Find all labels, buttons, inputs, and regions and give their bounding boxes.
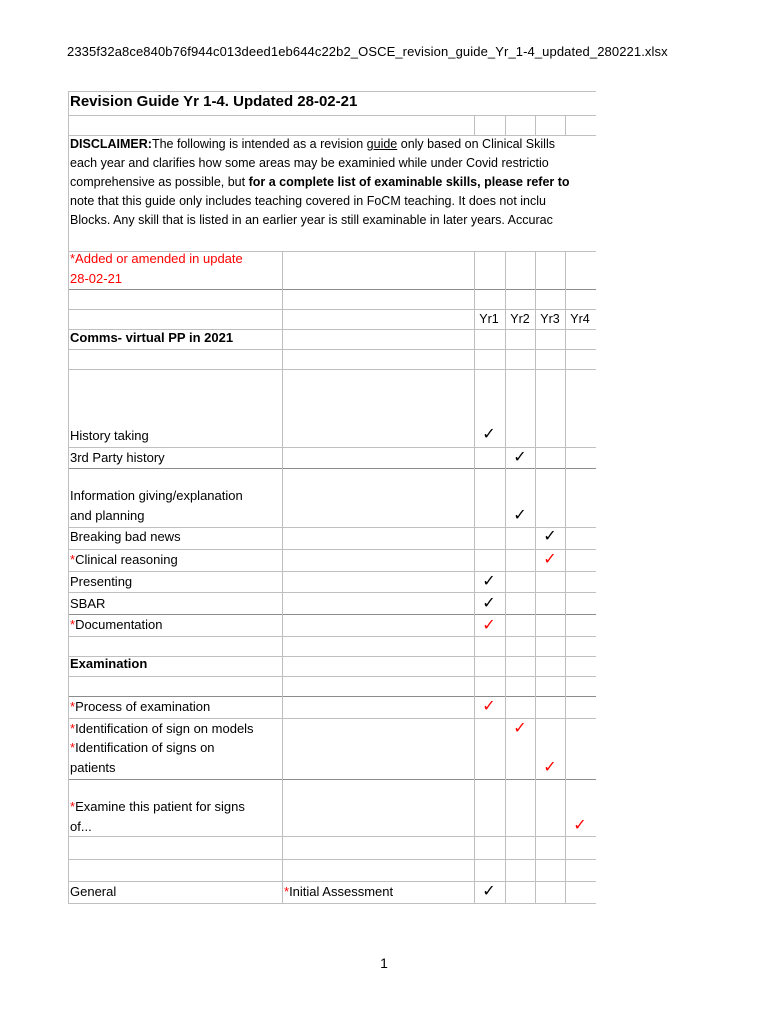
disclaimer-line-3 xyxy=(70,173,570,192)
section-comms: Comms- virtual PP in 2021 xyxy=(70,330,234,345)
row-examine-patient-line-2: of... xyxy=(70,819,92,834)
tick-yr2-info-giving: ✓ xyxy=(513,507,527,524)
disclaimer-label: DISCLAIMER: xyxy=(70,137,152,151)
row-label: Initial Assessment xyxy=(289,884,394,899)
row-history-taking: History taking xyxy=(70,428,149,443)
tick-yr1-presenting: ✓ xyxy=(482,573,496,590)
tick-yr2-sign-models: ✓ xyxy=(513,720,527,737)
row-sign-on-models xyxy=(70,719,254,739)
tick-yr1-process-exam: ✓ xyxy=(482,698,496,715)
amended-note-line-2: 28-02-21 xyxy=(70,271,123,286)
row-documentation xyxy=(70,615,163,635)
amended-star: * xyxy=(70,799,76,814)
spreadsheet-page xyxy=(68,91,596,904)
year-header-yr2: Yr2 xyxy=(510,312,530,326)
row-process-of-examination xyxy=(70,697,210,717)
disclaimer-text: comprehensive as possible, but xyxy=(70,175,249,189)
tick-yr1-documentation: ✓ xyxy=(482,617,496,634)
tick-yr1-initial-assessment: ✓ xyxy=(482,883,496,900)
tick-yr3-clinical-reasoning: ✓ xyxy=(543,551,557,568)
row-label: Identification of sign on models xyxy=(75,721,254,736)
year-header-yr3: Yr3 xyxy=(540,312,560,326)
file-name: 2335f32a8ce840b76f944c013deed1eb644c22b2_OSCE_revision_guide_Yr_1-4_updated_280221.xlsx xyxy=(67,44,668,59)
tick-yr3-breaking-bad-news: ✓ xyxy=(543,528,557,545)
disclaimer-line-4: note that this guide only includes teaching covered in FoCM teaching. It does not inclu xyxy=(70,194,546,208)
row-info-giving-line-2: and planning xyxy=(70,508,145,523)
row-third-party-history: 3rd Party history xyxy=(70,450,165,465)
tick-yr3-signs-patients: ✓ xyxy=(543,759,557,776)
row-label: Examine this patient for signs xyxy=(75,799,245,814)
disclaimer-line-5: Blocks. Any skill that is listed in an earlier year is still examinable in later years. Accurac xyxy=(70,213,553,227)
amended-star: * xyxy=(70,740,76,755)
tick-yr1-sbar: ✓ xyxy=(482,595,496,612)
disclaimer-bold: for a complete list of examinable skills, please refer to xyxy=(248,175,570,189)
row-examine-patient-line-1 xyxy=(70,797,245,817)
amended-star: * xyxy=(70,617,76,632)
tick-yr1-history-taking: ✓ xyxy=(482,426,496,443)
section-examination: Examination xyxy=(70,656,148,671)
amended-note-line-1: *Added or amended in update xyxy=(70,251,243,266)
row-label: Documentation xyxy=(75,617,163,632)
row-presenting: Presenting xyxy=(70,574,133,589)
page-number: 1 xyxy=(380,955,388,971)
row-label: Process of examination xyxy=(75,699,211,714)
year-header-yr1: Yr1 xyxy=(479,312,499,326)
disclaimer-underlined: guide xyxy=(366,137,398,151)
disclaimer-text: The following is intended as a revision xyxy=(151,137,367,151)
disclaimer-line-1 xyxy=(70,135,555,154)
row-breaking-bad-news: Breaking bad news xyxy=(70,529,181,544)
row-general: General xyxy=(70,884,117,899)
amended-star: * xyxy=(70,552,76,567)
row-signs-on-patients-line-1 xyxy=(70,738,215,758)
amended-star: * xyxy=(70,721,76,736)
row-label: Identification of signs on xyxy=(75,740,215,755)
row-label: Clinical reasoning xyxy=(75,552,178,567)
amended-star: * xyxy=(70,699,76,714)
sheet-title: Revision Guide Yr 1-4. Updated 28-02-21 xyxy=(70,93,358,110)
row-initial-assessment xyxy=(284,882,393,902)
row-info-giving-line-1: Information giving/explanation xyxy=(70,488,243,503)
tick-yr2-third-party: ✓ xyxy=(513,449,527,466)
row-sbar: SBAR xyxy=(70,596,106,611)
disclaimer-text: only based on Clinical Skills xyxy=(397,137,555,151)
row-signs-on-patients-line-2: patients xyxy=(70,760,116,775)
disclaimer-line-2: each year and clarifies how some areas may be examinied while under Covid restrictio xyxy=(70,156,549,170)
tick-yr4-examine-patient: ✓ xyxy=(573,817,587,834)
amended-star: * xyxy=(284,884,290,899)
row-clinical-reasoning xyxy=(70,550,178,570)
year-header-yr4: Yr4 xyxy=(570,312,590,326)
